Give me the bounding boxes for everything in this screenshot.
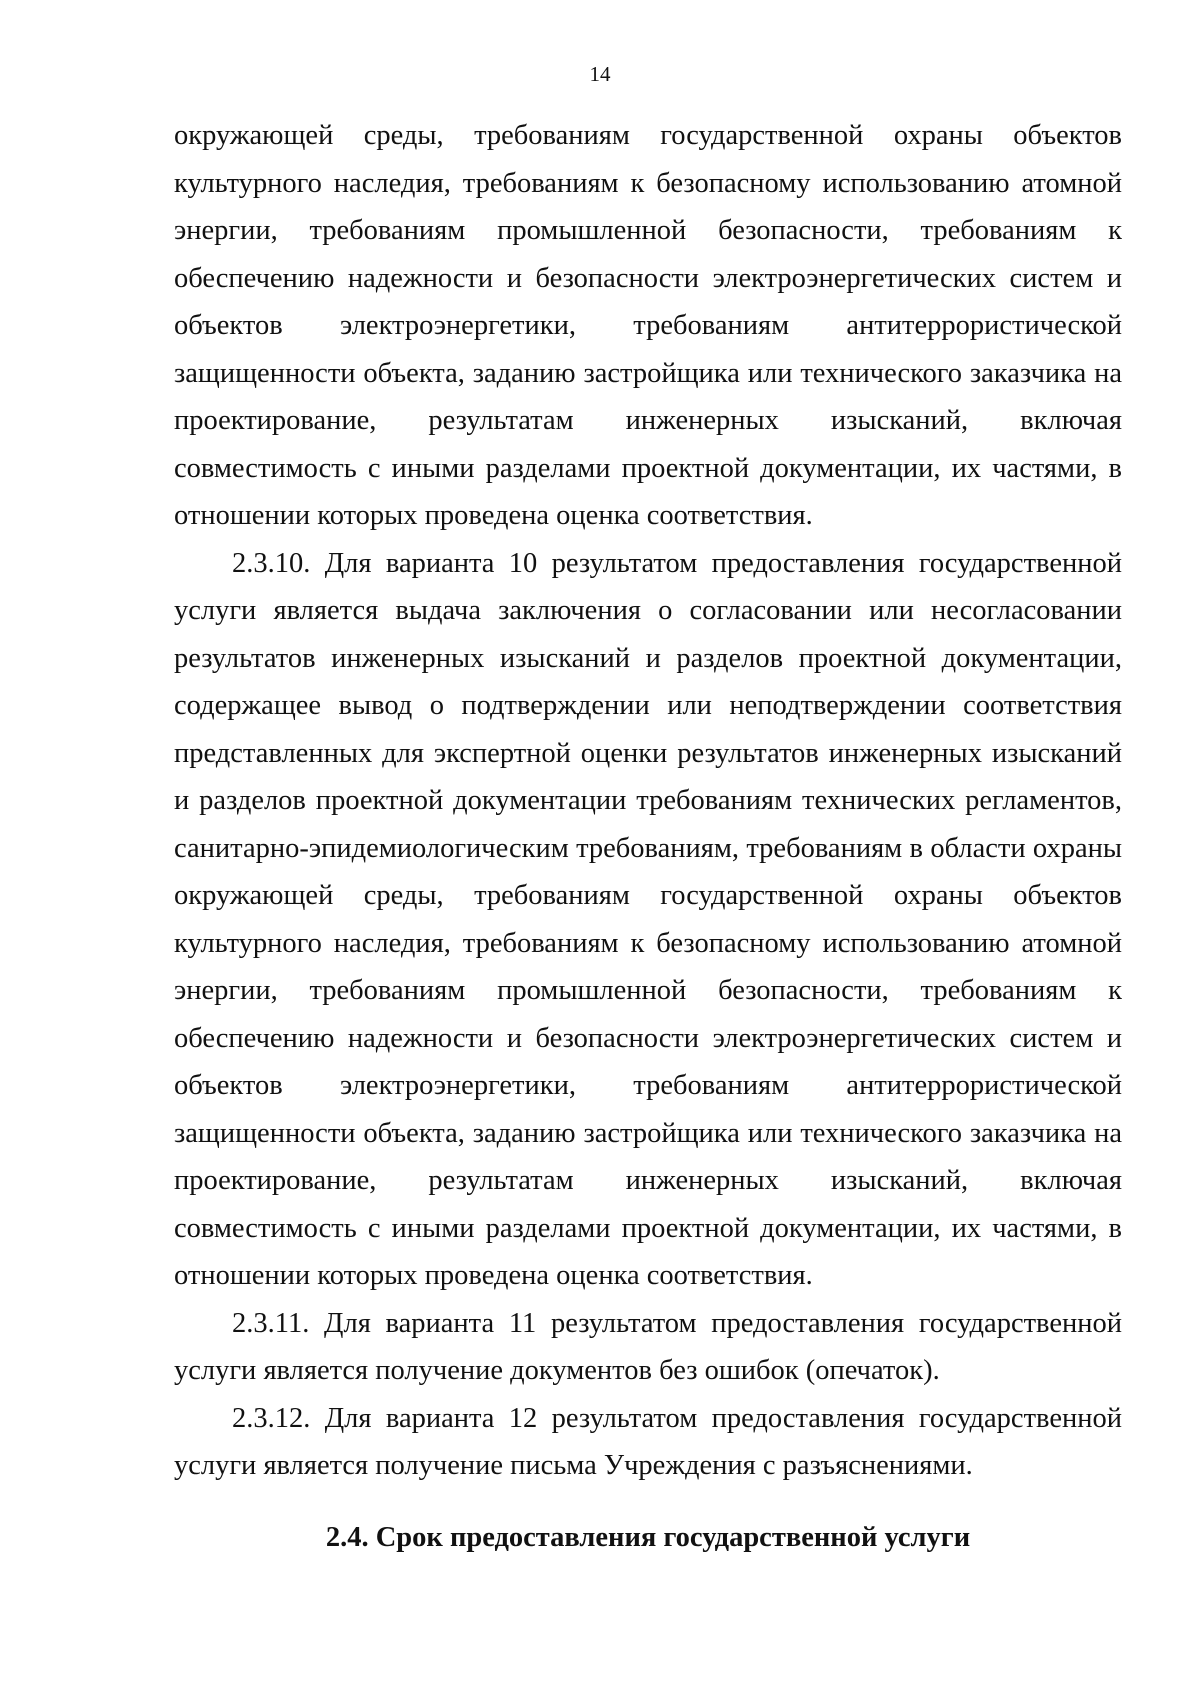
paragraph-2-3-10: 2.3.10. Для варианта 10 результатом предоставления государственной услуги является выдача заключения о согласовании или несогласовании результатов инженерных изысканий и разделов проектной документации, содержащее вывод о подтверждении или неподтверждении соответствия представленных для экспертной оценки результатов инженерных изысканий и разделов проектной документации требованиям технических регламентов, санитарно-эпидемиологическим требованиям, требованиям в области охраны окружающей среды, требованиям государственной охраны объектов культурного наследия, требованиям к безопасному использованию атомной энергии, требованиям промышленной безопасности, требованиям к обеспечению надежности и безопасности электроэнергетических систем и объектов электроэнергетики, требованиям антитеррористической защищенности объекта, заданию застройщика или технического заказчика на проектирование, результатам инженерных изысканий, включая совместимость с иными разделами проектной документации, их частями, в отношении которых проведена оценка соответствия.: [174, 547, 1122, 1291]
page-number: 14: [589, 62, 611, 86]
section-heading: 2.4. Срок предоставления государственной услуги: [325, 1522, 971, 1553]
paragraph-2-3-12: 2.3.12. Для варианта 12 результатом предоставления государственной услуги является получение письма Учреждения с разъяснениями.: [174, 1402, 1122, 1481]
paragraph-2-3-11: 2.3.11. Для варианта 11 результатом предоставления государственной услуги является получение документов без ошибок (опечаток).: [174, 1307, 1122, 1386]
paragraph-continuation: окружающей среды, требованиям государственной охраны объектов культурного наследия, требованиям к безопасному использованию атомной энергии, требованиям промышленной безопасности, требованиям к обеспечению надежности и безопасности электроэнергетических систем и объектов электроэнергетики, требованиям антитеррористической защищенности объекта, заданию застройщика или технического заказчика на проектирование, результатам инженерных изысканий, включая совместимость с иными разделами проектной документации, их частями, в отношении которых проведена оценка соответствия.: [174, 120, 1122, 531]
document-body: [174, 112, 1122, 1490]
